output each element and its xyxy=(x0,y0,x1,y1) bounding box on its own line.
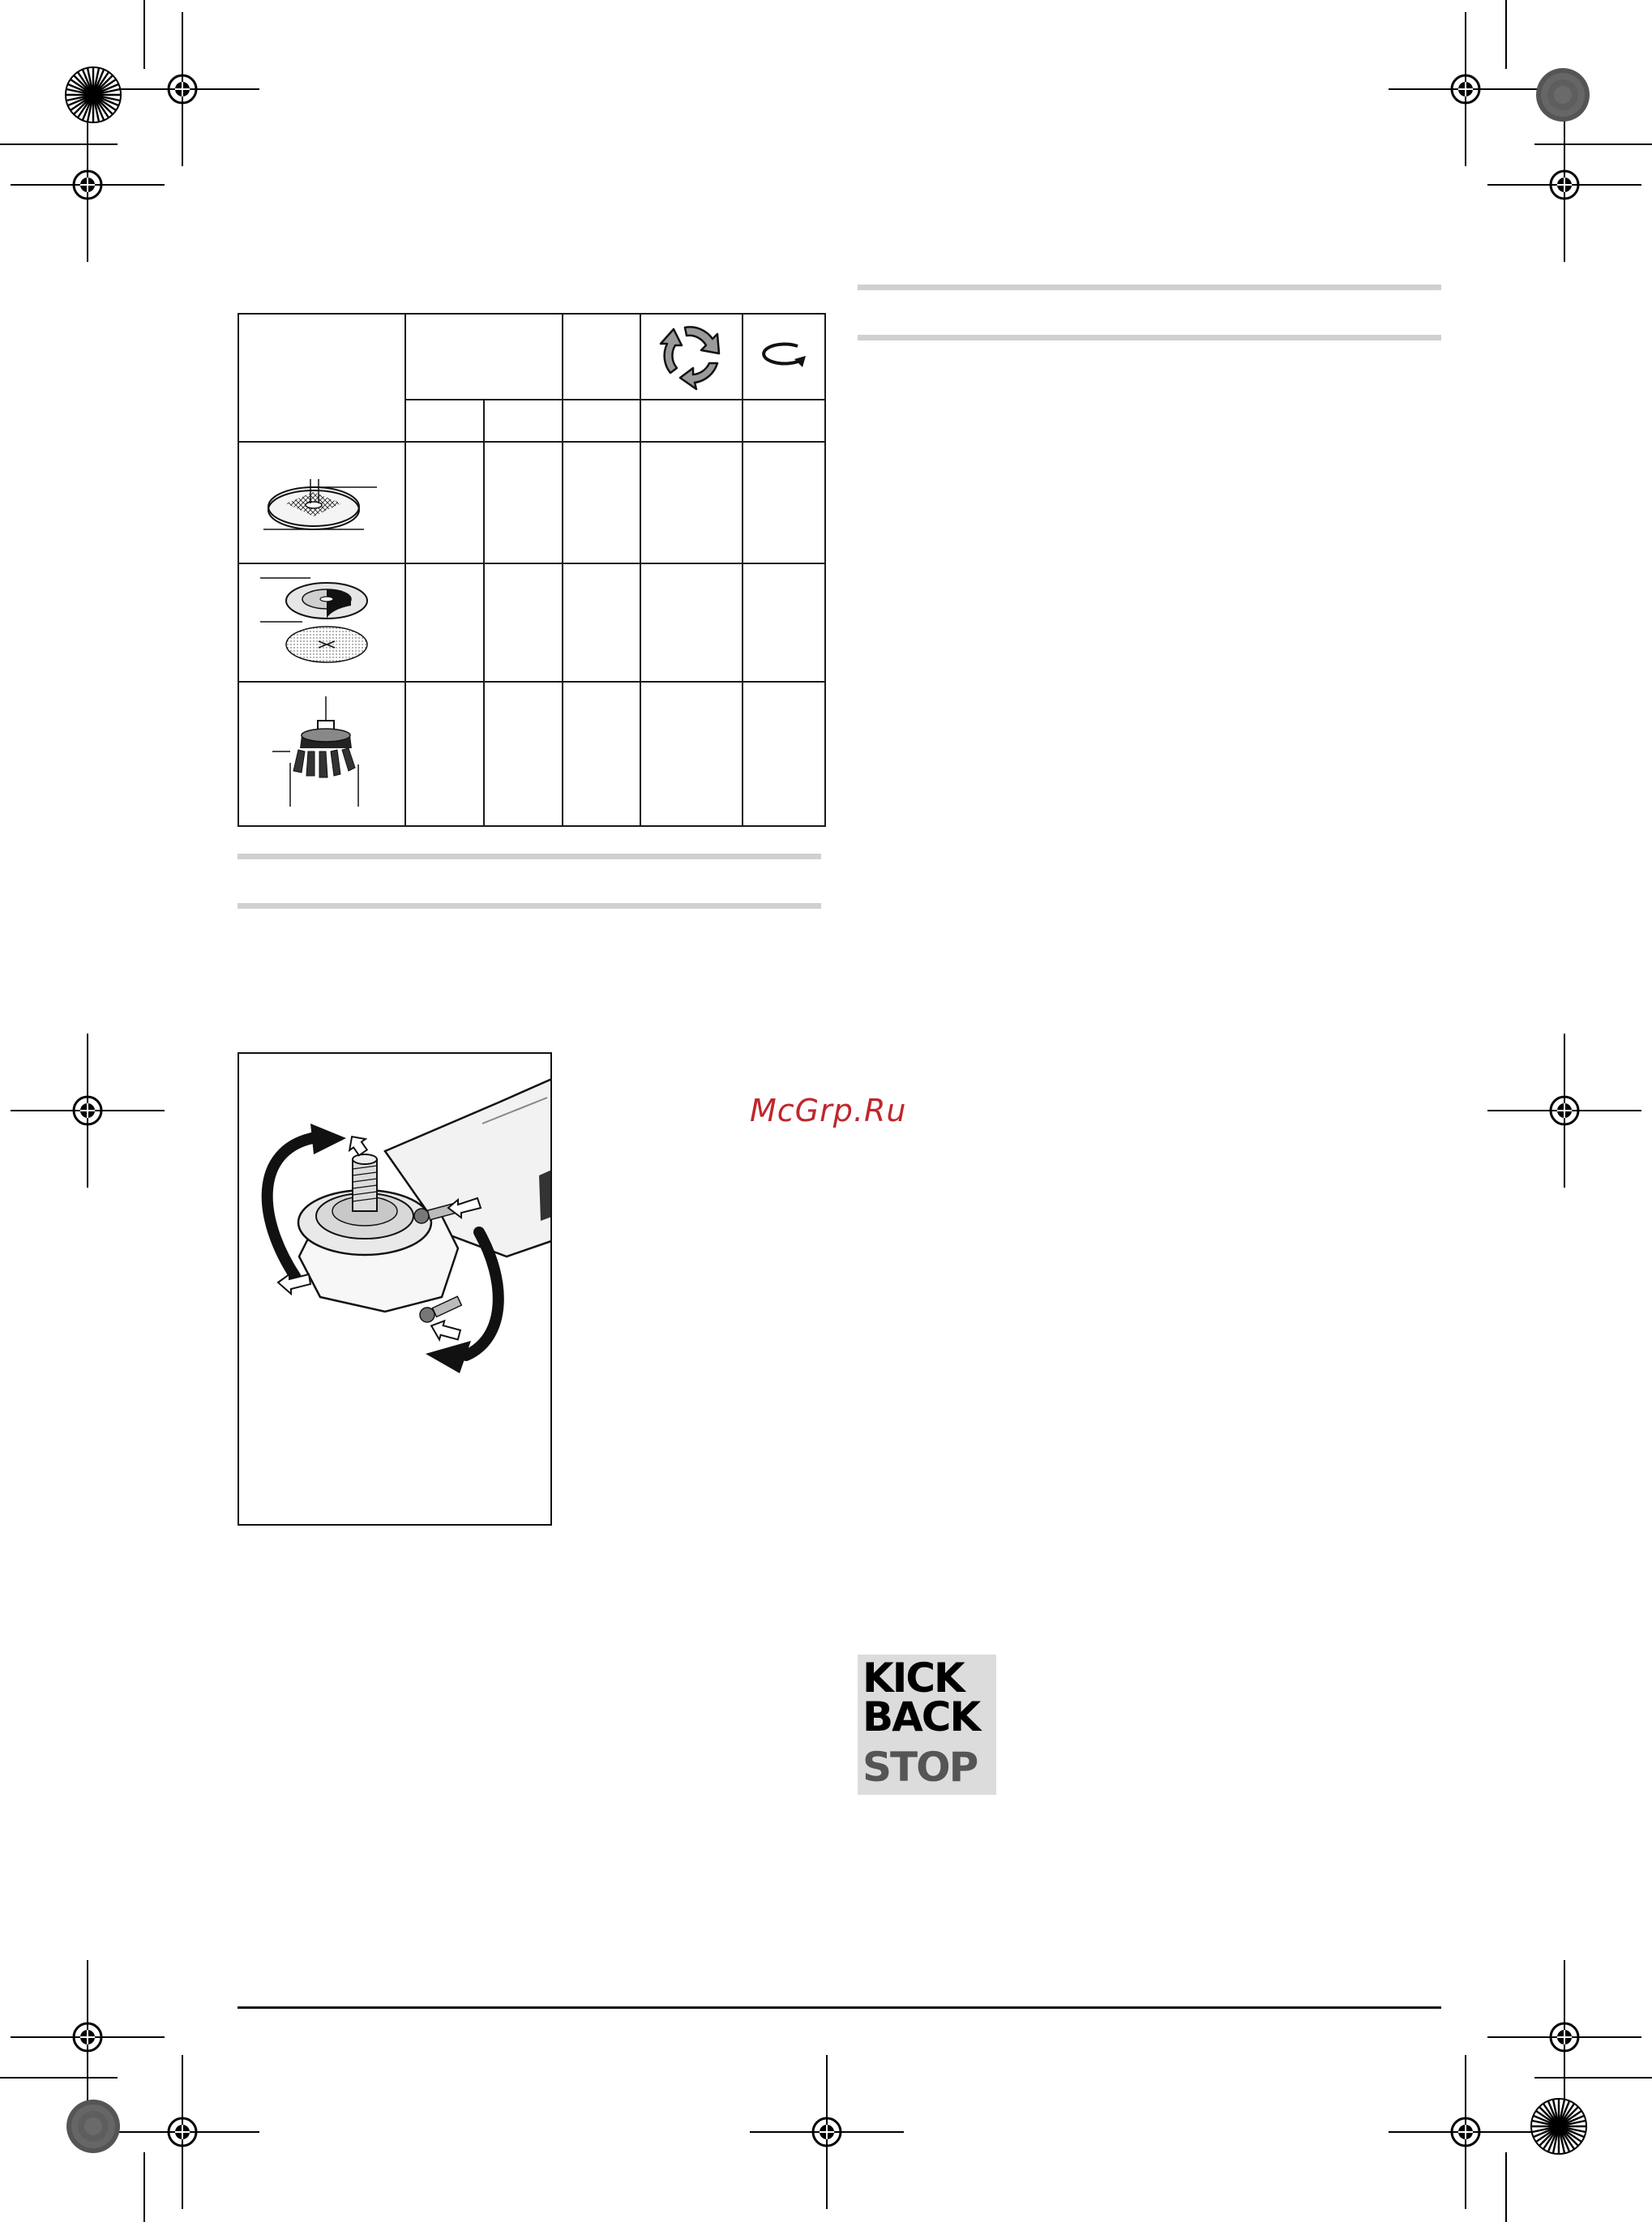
table-cell xyxy=(405,442,484,563)
table-header-cell xyxy=(405,314,563,400)
table-header-cell xyxy=(563,314,640,400)
watermark: McGrp.Ru xyxy=(750,1093,907,1128)
table-cell xyxy=(563,442,640,563)
table-icon-cell xyxy=(238,682,405,826)
table-cell xyxy=(640,682,743,826)
accessory-table xyxy=(238,313,826,827)
table-row xyxy=(238,563,825,682)
table-cell xyxy=(484,563,563,682)
table-icon-cell xyxy=(238,563,405,682)
cup-brush-icon xyxy=(261,691,383,813)
table-cell xyxy=(743,442,825,563)
cutting-disc-icon xyxy=(257,456,387,546)
table-subheader-cell xyxy=(563,400,640,442)
table-row xyxy=(238,442,825,563)
badge-line-back: BACK xyxy=(862,1693,980,1740)
table-subheader-cell xyxy=(640,400,743,442)
table-subheader-cell xyxy=(484,400,563,442)
table-icon-cell xyxy=(238,442,405,563)
table-cell xyxy=(640,563,743,682)
table-header-cell xyxy=(640,314,743,400)
table-subheader-cell xyxy=(743,400,825,442)
table-cell xyxy=(563,682,640,826)
table-cell xyxy=(743,563,825,682)
table-cell xyxy=(405,563,484,682)
table-header-cell xyxy=(238,314,405,442)
grinding-disc-icon xyxy=(257,568,387,674)
badge-line-stop: STOP xyxy=(862,1744,978,1791)
section-rule xyxy=(858,335,1441,340)
section-rule xyxy=(238,854,821,859)
table-header-cell xyxy=(743,314,825,400)
section-rule xyxy=(858,285,1441,290)
section-rule xyxy=(238,903,821,909)
table-cell xyxy=(405,682,484,826)
table-cell xyxy=(640,442,743,563)
figure-frame xyxy=(238,1052,552,1526)
table-cell xyxy=(743,682,825,826)
angle-grinder-gearhead-rotation-icon xyxy=(239,1054,552,1526)
table-subheader-cell xyxy=(405,400,484,442)
table-cell xyxy=(484,442,563,563)
footer-rule xyxy=(238,2006,1441,2009)
badge-line-kick: KICK xyxy=(862,1655,964,1702)
rotation-arrows-icon xyxy=(655,319,728,392)
table-cell xyxy=(484,682,563,826)
table-cell xyxy=(563,563,640,682)
single-rotation-icon xyxy=(755,335,812,375)
table-row xyxy=(238,682,825,826)
kickback-stop-badge xyxy=(858,1655,996,1795)
